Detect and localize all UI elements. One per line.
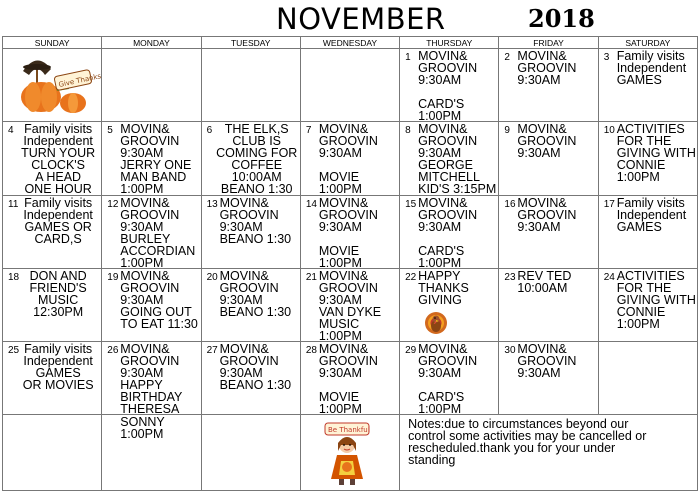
day-number: 5: [107, 125, 113, 136]
day-number: 18: [8, 272, 20, 283]
day-cell: [3, 342, 102, 415]
day-cell: [3, 49, 102, 122]
day-cell: [201, 269, 300, 342]
weekday-saturday: SATURDAY: [598, 37, 697, 49]
day-events: MOVIN& GROOVIN 9:30AM MOVIE 1:00PM: [318, 122, 378, 196]
day-events: MOVIN& GROOVIN 9:30AM HAPPY BIRTHDAY THERESA: [120, 342, 183, 416]
day-number: 7: [305, 125, 312, 136]
day-cell: [102, 122, 201, 196]
day-events: MOVIN& GROOVIN 9:30AM GOING OUT TO EAT 11:30: [120, 269, 198, 331]
notes-text: Notes:due to circumstances beyond our control some activities may be cancelled or rescheduled.thank you for your under standing: [408, 417, 647, 467]
weekday-wednesday: WEDNESDAY: [300, 37, 399, 49]
day-cell: [499, 342, 598, 415]
day-number: 19: [107, 272, 119, 283]
day-events: MOVIN& GROOVIN 9:30AM CARD'S 1:00PM: [418, 49, 478, 123]
day-cell: [102, 342, 201, 415]
day-cell: [201, 196, 300, 269]
day-number: 2: [504, 52, 510, 63]
girl-sign-text: Be Thankful: [327, 426, 370, 434]
pumpkin-clipart-icon: [15, 53, 102, 115]
day-cell: [499, 122, 598, 196]
day-cell: [102, 49, 201, 122]
day-cell: [400, 49, 499, 122]
day-cell: [400, 269, 499, 342]
day-cell: [300, 49, 399, 122]
day-number: 26: [107, 345, 119, 356]
day-cell: [102, 269, 201, 342]
day-events: MOVIN& GROOVIN 9:30AM MOVIE 1:00PM: [318, 342, 378, 416]
day-events: MOVIN& GROOVIN 9:30AM: [517, 49, 577, 87]
month-title: NOVEMBER: [276, 2, 446, 36]
day-number: 21: [305, 272, 317, 283]
day-number: 24: [603, 272, 615, 283]
day-cell: [300, 342, 399, 415]
day-cell: [598, 49, 697, 122]
day-number: 29: [405, 345, 417, 356]
day-cell: [300, 196, 399, 269]
day-cell: [3, 269, 102, 342]
day-events: DON AND FRIEND'S MUSIC 12:30PM: [29, 269, 87, 319]
day-events: SONNY 1:00PM: [120, 415, 165, 441]
day-events: THE ELK,S CLUB IS COMING FOR COFFEE 10:00AM BEANO 1:30: [216, 122, 298, 196]
week-row: [3, 415, 698, 491]
day-number: 17: [603, 199, 615, 210]
day-number: 30: [504, 345, 516, 356]
day-number: 28: [305, 345, 317, 356]
day-number: 10: [603, 125, 615, 136]
day-events: Family visits Independent GAMES: [616, 49, 687, 87]
day-number: 12: [107, 199, 119, 210]
week-row: [3, 269, 698, 342]
day-events: Family visits Independent TURN YOUR CLOCK'S A HEAD ONE HOUR: [21, 122, 96, 196]
day-cell: [201, 122, 300, 196]
day-cell: [598, 269, 697, 342]
day-cell: [300, 122, 399, 196]
day-events: ACTIVITIES FOR THE GIVING WITH CONNIE 1:00PM: [616, 122, 696, 184]
day-events: MOVIN& GROOVIN 9:30AM JERRY ONE MAN BAND 1:00PM: [120, 122, 192, 196]
day-cell: [400, 122, 499, 196]
day-cell: [499, 49, 598, 122]
day-number: 4: [8, 125, 14, 136]
day-events: REV TED 10:00AM: [517, 269, 572, 295]
day-cell: [102, 415, 201, 491]
day-number: 15: [405, 199, 417, 210]
weekday-thursday: THURSDAY: [400, 37, 499, 49]
week-row: [3, 196, 698, 269]
day-events: MOVIN& GROOVIN 9:30AM: [517, 122, 577, 160]
day-events: MOVIN& GROOVIN 9:30AM MOVIE 1:00PM: [318, 196, 378, 270]
calendar-grid: [2, 36, 698, 491]
week-row: [3, 122, 698, 196]
turkey-icon: [422, 309, 450, 335]
day-number: 14: [305, 199, 317, 210]
day-cell: [3, 122, 102, 196]
day-events: MOVIN& GROOVIN 9:30AM: [517, 342, 577, 380]
day-cell: [102, 196, 201, 269]
weekday-friday: FRIDAY: [499, 37, 598, 49]
day-events: MOVIN& GROOVIN 9:30AM BURLEY ACCORDIAN 1:00PM: [120, 196, 196, 270]
day-events: MOVIN& GROOVIN 9:30AM VAN DYKE MUSIC 1:00PM: [318, 269, 382, 343]
weekday-monday: MONDAY: [102, 37, 201, 49]
day-events: MOVIN& GROOVIN 9:30AM GEORGE MITCHELL KID'S 3:15PM: [418, 122, 497, 196]
day-cell: [300, 269, 399, 342]
week-row: [3, 342, 698, 415]
day-cell: [598, 122, 697, 196]
day-number: 1: [405, 52, 411, 63]
year-title: 2018: [528, 4, 595, 33]
notes-cell: [400, 415, 698, 491]
day-number: 9: [504, 125, 510, 136]
day-cell: [300, 415, 399, 491]
day-cell: [499, 269, 598, 342]
day-number: 8: [405, 125, 411, 136]
day-number: 3: [603, 52, 610, 63]
day-events: MOVIN& GROOVIN 9:30AM CARD'S 1:00PM: [418, 342, 478, 416]
day-number: 22: [405, 272, 417, 283]
day-number: 16: [504, 199, 516, 210]
day-events: MOVIN& GROOVIN 9:30AM BEANO 1:30: [219, 342, 292, 392]
day-events: ACTIVITIES FOR THE GIVING WITH CONNIE 1:00PM: [616, 269, 696, 331]
day-events: MOVIN& GROOVIN 9:30AM CARD'S 1:00PM: [418, 196, 478, 270]
day-cell: [3, 196, 102, 269]
weekday-tuesday: TUESDAY: [201, 37, 300, 49]
weekday-sunday: SUNDAY: [3, 37, 102, 49]
day-cell: [400, 342, 499, 415]
day-cell: [598, 196, 697, 269]
day-cell: [201, 49, 300, 122]
day-cell: [499, 196, 598, 269]
day-cell: [598, 342, 697, 415]
day-number: 20: [206, 272, 218, 283]
day-events: HAPPY THANKS GIVING: [418, 269, 469, 307]
day-number: 23: [504, 272, 516, 283]
pumpkin-sign-text: Give Thanks: [57, 72, 102, 89]
day-number: 11: [8, 199, 19, 210]
day-events: MOVIN& GROOVIN 9:30AM BEANO 1:30: [219, 196, 292, 246]
day-number: 25: [8, 345, 20, 356]
week-row: [3, 49, 698, 122]
day-cell: [3, 415, 102, 491]
day-events: Family visits Independent GAMES OR CARD,S: [23, 196, 93, 246]
day-events: MOVIN& GROOVIN 9:30AM BEANO 1:30: [219, 269, 292, 319]
day-number: 27: [206, 345, 218, 356]
day-events: Family visits Independent GAMES OR MOVIES: [22, 342, 94, 392]
day-events: Family visits Independent GAMES: [616, 196, 687, 234]
day-cell: [400, 196, 499, 269]
day-number: 6: [206, 125, 213, 136]
day-events: MOVIN& GROOVIN 9:30AM: [517, 196, 577, 234]
day-cell: [201, 415, 300, 491]
thankful-girl-clipart-icon: [319, 421, 375, 487]
day-cell: [201, 342, 300, 415]
weekday-header-row: [3, 37, 698, 49]
day-number: 13: [206, 199, 218, 210]
